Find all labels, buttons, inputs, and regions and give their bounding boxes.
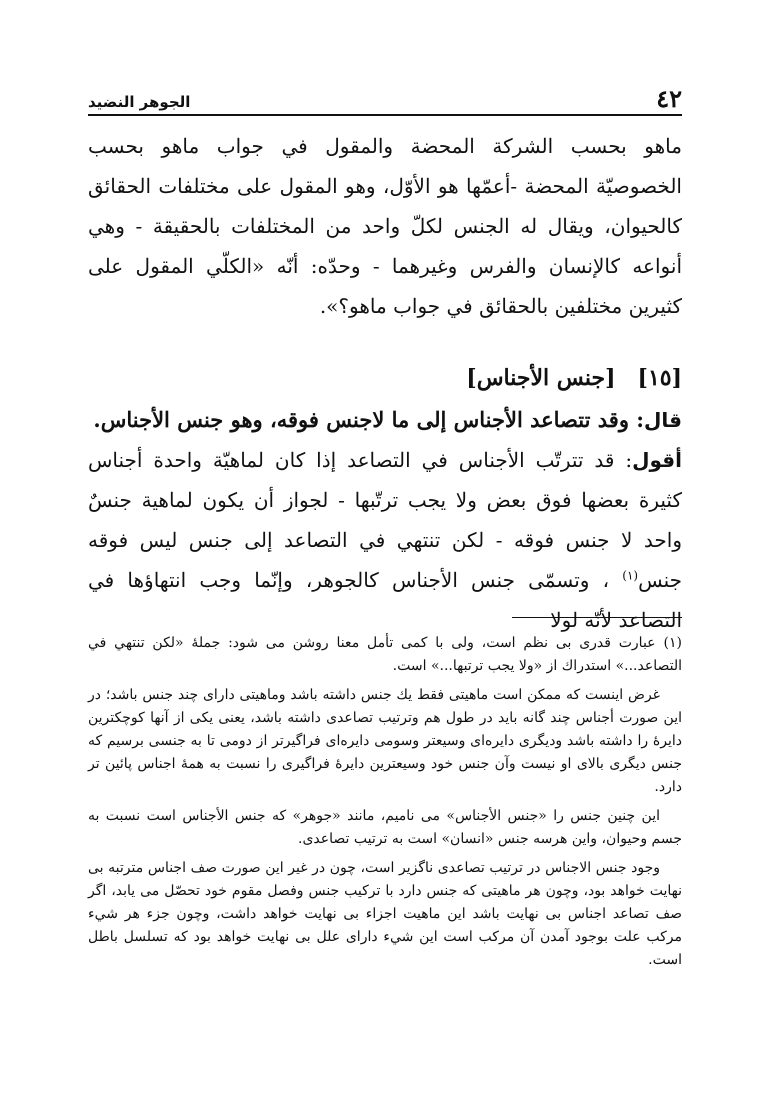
aqulu-text-2: ، وتسمّى جنس الأجناس كالجوهر، وإنّما وجب انتهاؤها في التصاعد لأنّه لولا xyxy=(88,568,682,632)
footnote-1 xyxy=(88,632,682,678)
aqulu-label: أقول xyxy=(632,448,682,472)
qala-label: قال xyxy=(644,408,682,432)
section-number: [١٥] xyxy=(637,365,682,391)
footnote-separator xyxy=(512,617,682,618)
qala-text: : وقد تتصاعد الأجناس إلى ما لاجنس فوقه، وهو جنس الأجناس. xyxy=(93,407,645,432)
footnote-number: (١) xyxy=(663,635,682,651)
page-number: ٤٢ xyxy=(656,84,682,113)
main-text xyxy=(88,126,682,640)
footnote-paragraph-1: غرض اینست که ممکن است ماهیتی فقط یك جنس داشته باشد وماهیتی دارای چند جنس باشد؛ در این صورت أجناس چند گانه باید در طول هم وترتیب تصاعدی داشته باشد، یعنی یکی از آنها کوچکترین دایرهٔ را داشته باشد ودیگری دایره‌ای وسیعتر وسومی دایره‌ای فراگیرتر از دومی تا به جنسی برسیم که جنس دیگری بالای او نیست وآن جنس خود وسیعترین دایرهٔ فراگیری را نسبت به همهٔ اجناس پائین تر دارد. xyxy=(88,687,683,795)
paragraph-continuation: ماهو بحسب الشركة المحضة والمقول في جواب ماهو بحسب الخصوصيّة المحضة -أعمّها هو الأوّل، وهو المقول على مختلفات الحقائق كالحيوان، ويقال له الجنس لكلّ واحد من المختلفات بالحقيقة - وهي أنواعه كالإنسان والفرس وغيرهما - وحدّه: أنّه «الكلّي المقول على كثيرين مختلفين بالحقائق في جواب ماهو؟». xyxy=(88,134,682,318)
section-title: [جنس الأجناس] xyxy=(466,365,616,391)
footnote-1-text: عبارت قدری بی نظم است، ولی با کمی تأمل معنا روشن می شود: جملهٔ «لکن تنتهي في التصاعد...» استدراك از «ولا يجب ترتبها...» است. xyxy=(88,635,682,674)
aqulu-text-1: : قد تترتّب الأجناس في التصاعد إذا كان لماهيّة واحدة أجناس كثيرة بعضها فوق بعض ولا يجب ترتّبها - لجواز أن يكون لماهية جنسٌ واحد لا جنس فوقه - لكن تنتهي في التصاعد إلى جنس ليس فوقه جنس xyxy=(88,448,682,592)
section-heading xyxy=(88,358,682,398)
footnote-paragraph-2: این چنین جنس را «جنس الأجناس» می نامیم، مانند «جوهر» که جنس الأجناس است نسبت به جسم وحیوان، واین هرسه جنس «انسان» است به ترتیب تصاعدی. xyxy=(88,808,682,847)
footnote-reference: (١) xyxy=(622,568,639,583)
footnotes xyxy=(88,632,682,978)
footnote-paragraph-3: وجود جنس الاجناس در ترتیب تصاعدی ناگزیر است، چون در غیر این صورت صف اجناس مترتبه بی نهایت خواهد بود، وچون هر ماهیتی که جنس دارد با ترکیب جنس وفصل مقوم خود تحصّل می یابد، اگر صف تصاعد اجناس بی نهایت باشد این ماهیت اجزاء بی نهایت خواهد داشت، وچون جزء هر شيء مرکب علت بوجود آمدن آن مرکب است این شيء دارای علل بی نهایت خواهد بود که تسلسل باطل است. xyxy=(88,860,682,968)
page-header xyxy=(88,84,682,116)
matn-paragraph xyxy=(88,400,682,440)
sharh-paragraph xyxy=(88,440,682,640)
running-title: الجوهر النضيد xyxy=(88,93,191,111)
